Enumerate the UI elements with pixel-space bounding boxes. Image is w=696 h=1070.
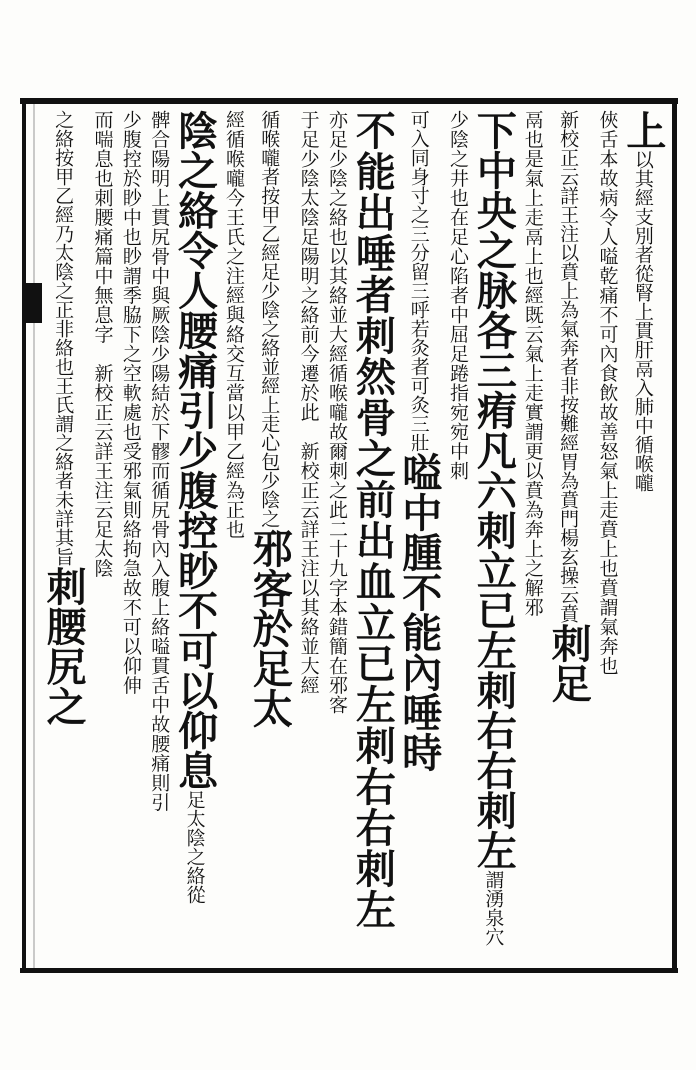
commentary-text-run: 新校正云詳王注以賁上為氣奔者非按難經胃為賁門楊玄操云賁 [557,110,580,623]
commentary-text-run: 髀合陽明上貫尻骨中與厥陰少陽結於下髎而循尻骨內入腹上絡嗌貫舌中故腰痛則引 [148,110,171,812]
main-text-run: 不能出唾者刺然骨之前出血立已左刺右右刺左 [349,110,397,930]
text-column-6 [445,110,470,960]
commentary-text-run: 亦足少陰之絡也以其絡並大經循喉嚨故爾刺之此二十九字本錯簡在邪客 [326,110,348,715]
text-column-13 [171,110,219,960]
main-text-run: 下中央之脉各三痏凡六刺立已左刺右右刺左 [470,110,518,870]
text-column-8 [349,110,397,960]
text-column-17 [40,110,88,960]
commentary-text-run: 俠舌本故病令人嗌乾痛不可內食飲故善怒氣上走賁上也賁謂氣奔也 [596,110,619,676]
text-column-11 [246,110,294,960]
commentary-text-run: 鬲也是氣上走鬲上也經既云氣上走實謂更以賁為奔上之解邪 [521,110,544,617]
commentary-text-run: 而喘息也刺腰痛篇中無息字 新校正云詳王注云足太陰 [91,110,114,578]
main-text-run: 刺腰尻之 [40,566,88,726]
text-column-5 [470,110,518,960]
text-column-15 [118,110,140,960]
frame-right-border [672,98,677,973]
commentary-text-run: 之絡按甲乙經乃太陰之正非絡也王氏謂之絡者未詳其旨 [52,110,75,566]
main-text-run: 刺足 [545,623,593,703]
commentary-text-run: 以其經支別者從腎上貫肝鬲入肺中循喉嚨 [631,150,654,492]
text-column-10 [296,110,318,960]
main-text-run: 上 [619,110,667,150]
commentary-text-run: 足太陰之絡從 [183,790,206,904]
text-column-16 [90,110,112,960]
commentary-text-run: 經循喉嚨今王氏之注經與絡交互當以甲乙經為正也 [222,110,245,539]
text-column-2 [594,110,619,960]
text-column-7 [395,110,443,960]
commentary-text-run: 少陰之井也在足心陷者中屈足踡指宛宛中刺 [447,110,470,481]
text-column-12 [221,110,243,960]
text-column-1 [619,110,667,960]
main-text-run: 陰之絡令人腰痛引少腹控眇不可以仰息 [171,110,219,790]
fold-line [33,104,35,968]
frame-bottom-border [20,968,678,973]
commentary-text-run: 謂湧泉穴 [482,870,505,946]
commentary-text-run: 可入同身寸之三分留三呼若灸者可灸三壯 [407,110,430,452]
text-column-14 [146,110,171,960]
commentary-text-run: 循喉嚨者按甲乙經足少陰之絡並經上走心包少陰之 [258,110,281,528]
main-text-run: 邪客於足太 [246,528,294,728]
text-column-3 [545,110,593,960]
text-block [40,110,666,960]
commentary-text-run: 于足少陰太陰足陽明之絡前今遷於此 新校正云詳王注以其絡並大經 [297,110,320,695]
frame-left-border [22,98,26,973]
main-text-run: 嗌中腫不能內唾時 [395,452,443,772]
text-column-9 [324,110,346,960]
commentary-text-run: 少腹控於眇中也眇謂季脇下之空軟處也受邪氣則絡拘急故不可以仰伸 [119,110,142,695]
page-gutter [0,98,20,973]
frame-top-border [20,98,678,104]
text-column-4 [520,110,542,960]
